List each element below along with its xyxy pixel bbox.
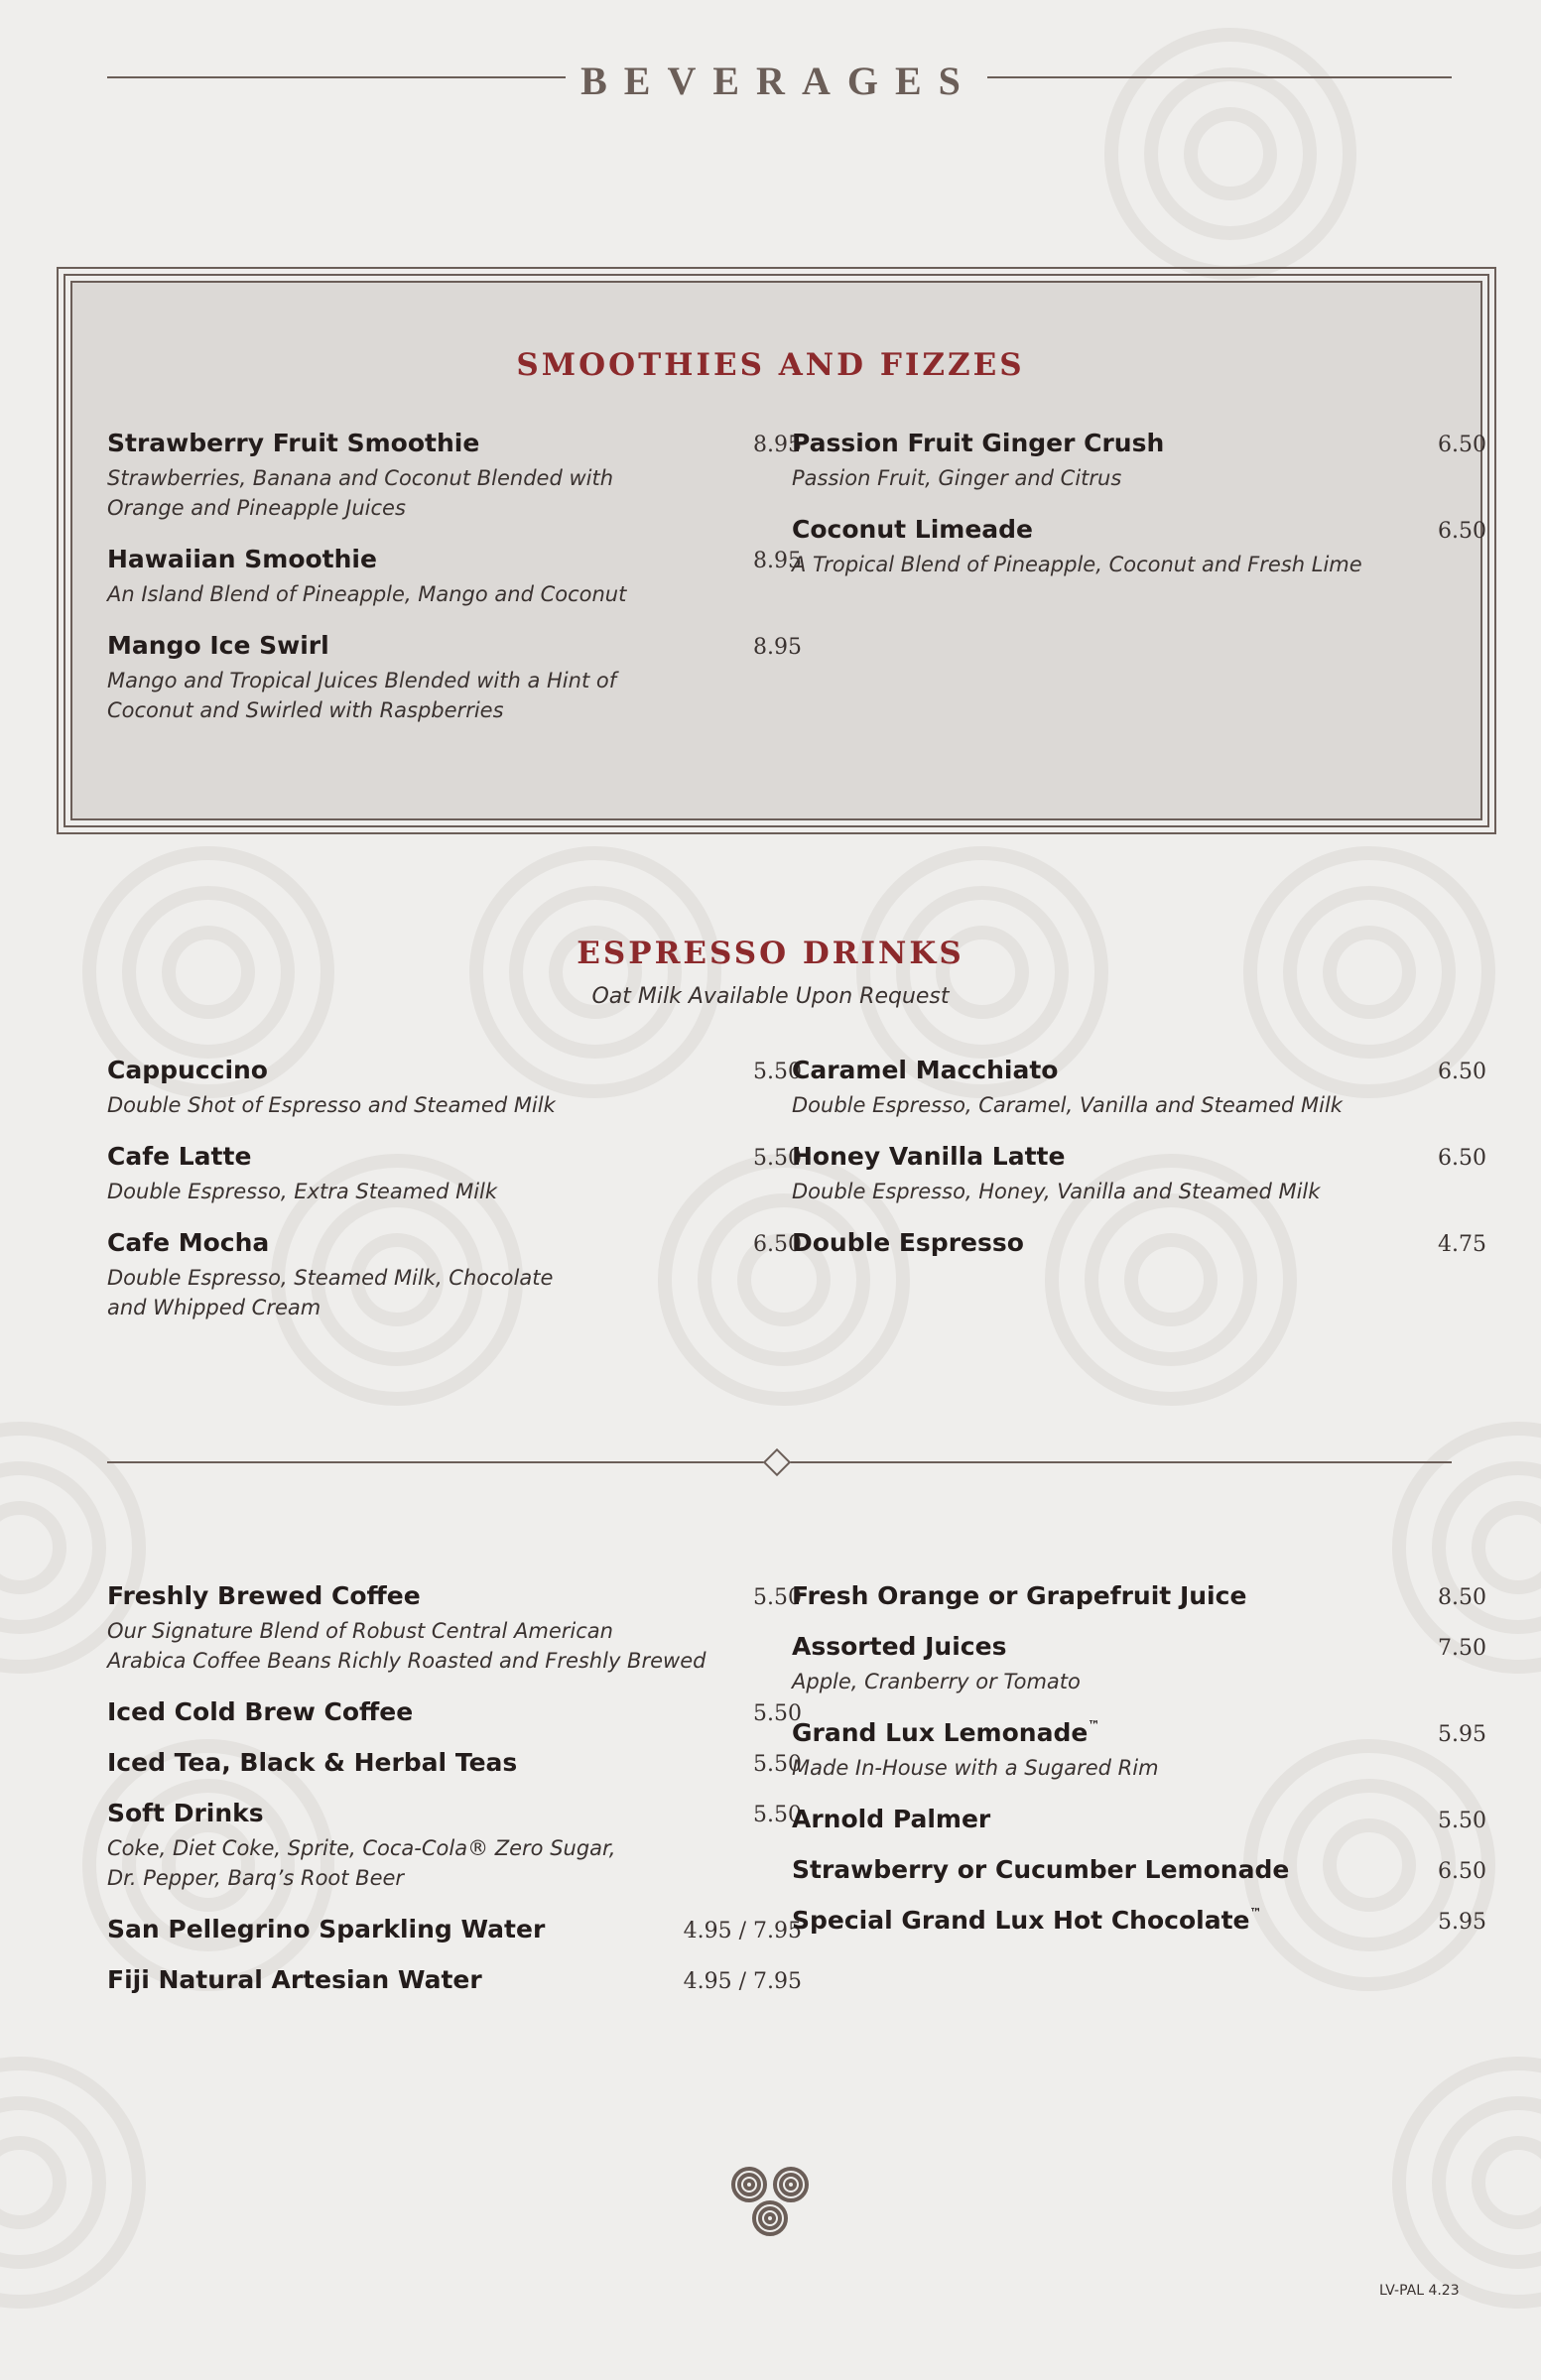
menu-item-san-pellegrino-sparkling-water (107, 1915, 802, 1943)
item-price: 5.50 (1438, 1809, 1486, 1833)
item-description-line: Apple, Cranberry or Tomato (792, 1670, 1081, 1693)
espresso-left-column (107, 1056, 802, 1322)
menu-item-strawberry-fruit-smoothie (107, 429, 802, 523)
item-price: 5.50 (753, 1803, 802, 1827)
menu-item-caramel-macchiato (792, 1056, 1486, 1120)
beverages-left-column (107, 1581, 802, 1994)
item-price: 4.95 / 7.95 (683, 1919, 802, 1943)
menu-item-fresh-orange-or-grapefruit-juice (792, 1581, 1486, 1610)
beverages-right-column (792, 1581, 1486, 1935)
item-name: Cafe Latte (107, 1142, 252, 1171)
menu-item-arnold-palmer (792, 1805, 1486, 1833)
menu-item-row (792, 1056, 1486, 1084)
item-price: 7.50 (1438, 1636, 1486, 1661)
section-divider-left (107, 1461, 769, 1463)
menu-item-row (792, 1805, 1486, 1833)
menu-item-row (792, 429, 1486, 457)
item-name: Double Espresso (792, 1228, 1024, 1257)
menu-item-cappuccino (107, 1056, 802, 1120)
menu-item-freshly-brewed-coffee (107, 1581, 802, 1676)
menu-item-row (107, 1697, 802, 1726)
item-description-line: Mango and Tropical Juices Blended with a Hint of (107, 669, 617, 692)
item-description-line: An Island Blend of Pineapple, Mango and Coconut (107, 582, 627, 606)
item-description (792, 1177, 1486, 1206)
menu-item-row (107, 1748, 802, 1777)
item-name: Special Grand Lux Hot Chocolate™ (792, 1906, 1262, 1935)
item-name: Freshly Brewed Coffee (107, 1581, 421, 1610)
menu-item-row (107, 545, 802, 573)
item-description-line: and Whipped Cream (107, 1296, 321, 1319)
menu-item-double-espresso (792, 1228, 1486, 1257)
trademark-mark: ™ (1088, 1718, 1100, 1732)
section-subtitle-espresso: Oat Milk Available Upon Request (591, 984, 950, 1009)
item-description-line: Arabica Coffee Beans Richly Roasted and Freshly Brewed (107, 1649, 706, 1673)
item-description-line: Passion Fruit, Ginger and Citrus (792, 466, 1122, 490)
menu-item-row (792, 1718, 1486, 1747)
menu-item-assorted-juices (792, 1632, 1486, 1696)
section-title-smoothies: SMOOTHIES AND FIZZES (516, 347, 1025, 383)
menu-item-honey-vanilla-latte (792, 1142, 1486, 1206)
menu-item-passion-fruit-ginger-crush (792, 429, 1486, 493)
item-price: 5.50 (753, 1060, 802, 1084)
item-description-line: Double Espresso, Steamed Milk, Chocolate (107, 1266, 554, 1290)
footer-code: LV-PAL 4.23 (1379, 2283, 1460, 2299)
item-price: 8.95 (753, 433, 802, 457)
item-price: 6.50 (753, 1232, 802, 1257)
item-price: 8.95 (753, 549, 802, 573)
item-name: Cappuccino (107, 1056, 268, 1084)
espresso-right-column (792, 1056, 1486, 1257)
item-price: 5.95 (1438, 1722, 1486, 1747)
item-price: 5.50 (753, 1146, 802, 1171)
item-price: 4.75 (1438, 1232, 1486, 1257)
item-description (107, 463, 802, 523)
triple-spiral-icon (729, 2163, 813, 2242)
item-name: Passion Fruit Ginger Crush (792, 429, 1165, 457)
item-description-line: Our Signature Blend of Robust Central American (107, 1619, 613, 1643)
menu-item-iced-cold-brew-coffee (107, 1697, 802, 1726)
item-description (792, 463, 1486, 493)
item-name: Strawberry Fruit Smoothie (107, 429, 480, 457)
menu-item-row (107, 1915, 802, 1943)
item-price: 5.50 (753, 1701, 802, 1726)
item-name: Strawberry or Cucumber Lemonade (792, 1855, 1290, 1884)
item-name: Soft Drinks (107, 1799, 264, 1827)
item-description (107, 1090, 802, 1120)
menu-item-iced-tea-black-herbal-teas (107, 1748, 802, 1777)
item-description-line: Dr. Pepper, Barq’s Root Beer (107, 1866, 405, 1890)
item-description (107, 1833, 802, 1893)
item-description (107, 1616, 802, 1676)
item-description-line: Double Espresso, Extra Steamed Milk (107, 1180, 498, 1203)
section-title-espresso: ESPRESSO DRINKS (577, 936, 964, 971)
menu-item-row (792, 1142, 1486, 1171)
menu-item-hawaiian-smoothie (107, 545, 802, 609)
menu-item-fiji-natural-artesian-water (107, 1965, 802, 1994)
menu-item-row (107, 429, 802, 457)
section-divider-right (783, 1461, 1452, 1463)
item-name: Grand Lux Lemonade™ (792, 1718, 1100, 1747)
menu-item-row (107, 1965, 802, 1994)
item-description-line: Orange and Pineapple Juices (107, 496, 406, 520)
item-description-line: Coke, Diet Coke, Sprite, Coca-Cola® Zero Sugar, (107, 1836, 616, 1860)
item-description (792, 1090, 1486, 1120)
item-price: 6.50 (1438, 519, 1486, 544)
menu-item-strawberry-or-cucumber-lemonade (792, 1855, 1486, 1884)
menu-item-cafe-mocha (107, 1228, 802, 1322)
item-name: San Pellegrino Sparkling Water (107, 1915, 546, 1943)
menu-item-row (107, 1228, 802, 1257)
item-description-line: Double Espresso, Honey, Vanilla and Steamed Milk (792, 1180, 1321, 1203)
item-name: Cafe Mocha (107, 1228, 270, 1257)
item-name: Fiji Natural Artesian Water (107, 1965, 482, 1994)
item-description (792, 550, 1486, 579)
menu-item-mango-ice-swirl (107, 631, 802, 725)
trademark-mark: ™ (1249, 1906, 1262, 1920)
item-description (107, 1177, 802, 1206)
diamond-icon (763, 1448, 791, 1476)
item-price: 5.50 (753, 1585, 802, 1610)
item-description (107, 666, 802, 725)
menu-item-row (107, 1142, 802, 1171)
menu-item-row (107, 1799, 802, 1827)
item-description-line: Strawberries, Banana and Coconut Blended with (107, 466, 614, 490)
menu-item-grand-lux-lemonade (792, 1718, 1486, 1783)
item-description (107, 1263, 802, 1322)
item-name: Caramel Macchiato (792, 1056, 1059, 1084)
menu-item-cafe-latte (107, 1142, 802, 1206)
smoothies-left-column (107, 429, 802, 725)
menu-item-row (792, 1581, 1486, 1610)
menu-item-row (792, 515, 1486, 544)
item-description-line: Double Shot of Espresso and Steamed Milk (107, 1093, 556, 1117)
item-price: 5.95 (1438, 1910, 1486, 1935)
item-name: Iced Cold Brew Coffee (107, 1697, 414, 1726)
item-name: Iced Tea, Black & Herbal Teas (107, 1748, 518, 1777)
item-name: Assorted Juices (792, 1632, 1007, 1661)
smoothies-right-column (792, 429, 1486, 579)
item-name: Mango Ice Swirl (107, 631, 329, 660)
item-price: 6.50 (1438, 433, 1486, 457)
menu-item-row (107, 631, 802, 660)
item-description-line: Made In-House with a Sugared Rim (792, 1756, 1159, 1780)
item-price: 6.50 (1438, 1146, 1486, 1171)
item-description (107, 579, 802, 609)
menu-item-row (792, 1906, 1486, 1935)
item-description-line: Coconut and Swirled with Raspberries (107, 698, 504, 722)
item-name: Fresh Orange or Grapefruit Juice (792, 1581, 1247, 1610)
item-price: 6.50 (1438, 1060, 1486, 1084)
item-price: 4.95 / 7.95 (683, 1969, 802, 1994)
item-description-line: Double Espresso, Caramel, Vanilla and Steamed Milk (792, 1093, 1343, 1117)
item-price: 8.95 (753, 635, 802, 660)
menu-item-row (107, 1581, 802, 1610)
item-price: 6.50 (1438, 1859, 1486, 1884)
page-title: BEVERAGES (580, 59, 977, 103)
item-price: 5.50 (753, 1752, 802, 1777)
menu-item-special-grand-lux-hot-chocolate (792, 1906, 1486, 1935)
item-description-line: A Tropical Blend of Pineapple, Coconut and Fresh Lime (792, 553, 1362, 576)
item-description (792, 1667, 1486, 1696)
menu-item-row (792, 1228, 1486, 1257)
item-name: Honey Vanilla Latte (792, 1142, 1066, 1171)
menu-item-coconut-limeade (792, 515, 1486, 579)
item-description (792, 1753, 1486, 1783)
menu-item-row (792, 1632, 1486, 1661)
menu-item-row (107, 1056, 802, 1084)
item-name: Hawaiian Smoothie (107, 545, 377, 573)
item-name: Coconut Limeade (792, 515, 1033, 544)
menu-item-soft-drinks (107, 1799, 802, 1893)
item-name: Arnold Palmer (792, 1805, 991, 1833)
menu-item-row (792, 1855, 1486, 1884)
item-price: 8.50 (1438, 1585, 1486, 1610)
